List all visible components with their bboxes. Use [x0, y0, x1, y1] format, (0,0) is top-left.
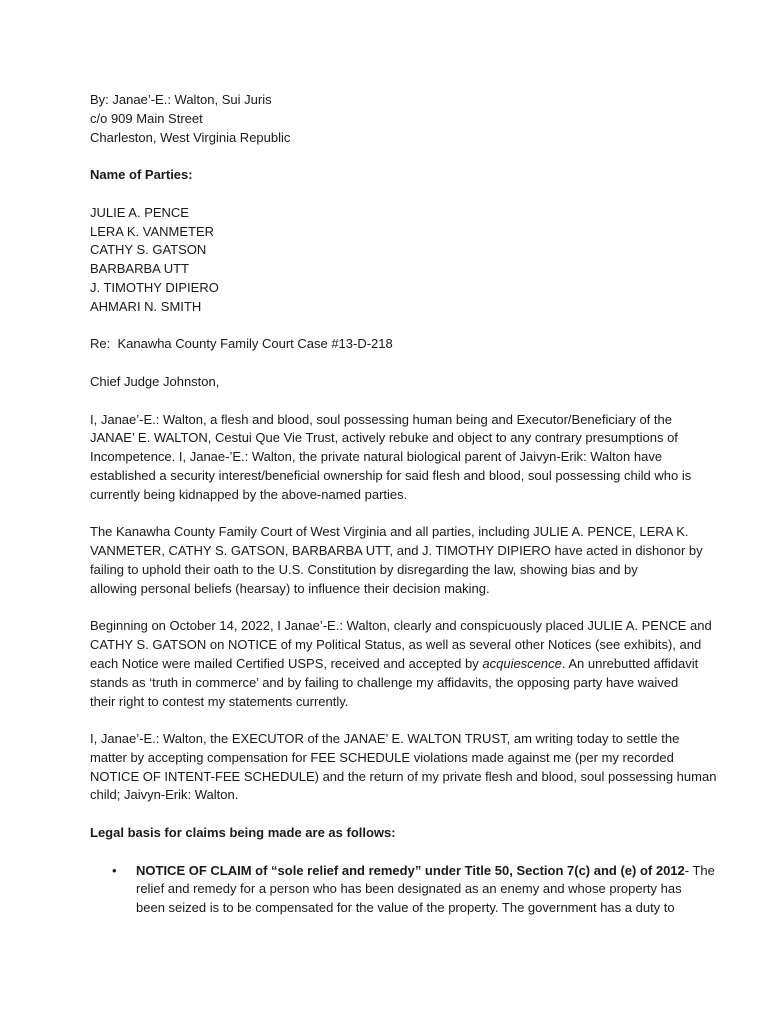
letter-body	[90, 91, 717, 918]
paragraph-line: child; Jaivyn-Erik: Walton.	[90, 787, 239, 803]
paragraph-line: allowing personal beliefs (hearsay) to influence their decision making.	[90, 580, 490, 596]
text-run: - The	[684, 862, 715, 878]
italic-term: acquiescence	[482, 655, 562, 671]
paragraph-line: NOTICE OF INTENT-FEE SCHEDULE) and the return of my private flesh and blood, soul possessing human	[90, 768, 717, 784]
claim-title: NOTICE OF CLAIM of “sole relief and remedy” under Title 50, Section 7(c) and (e) of 2012	[136, 862, 685, 878]
paragraph-line: Incompetence. I, Janae-’E.: Walton, the private natural biological parent of Jaivyn-Erik: Walton have	[90, 449, 663, 465]
paragraph-line: failing to uphold their oath to the U.S. Constitution by disregarding the law, showing bias and by	[90, 561, 638, 577]
text-run: each Notice were mailed Certified USPS, received and accepted by	[90, 655, 483, 671]
paragraph-2	[90, 523, 703, 598]
parties-heading-block	[90, 166, 688, 185]
paragraph-line: matter by accepting compensation for FEE SCHEDULE violations made against me (per my recorded	[90, 749, 674, 765]
paragraph-line: currently being kidnapped by the above-named parties.	[90, 486, 408, 502]
sender-name: By: Janae’-E.: Walton, Sui Juris	[90, 92, 272, 107]
party-name: BARBARBA UTT	[90, 261, 189, 277]
legal-basis-heading: Legal basis for claims being made are as follows:	[90, 825, 396, 841]
paragraph-line: JANAE’ E. WALTON, Cestui Que Vie Trust, actively rebuke and object to any contrary presumptions of	[90, 430, 678, 446]
paragraph-line: I, Janae’-E.: Walton, the EXECUTOR of the JANAE’ E. WALTON TRUST, am writing today to settle the	[90, 731, 680, 747]
party-name: AHMARI N. SMITH	[90, 298, 202, 314]
paragraph-line: CATHY S. GATSON on NOTICE of my Political Status, as well as several other Notices (see exhibits), and	[90, 637, 702, 653]
salutation-block	[90, 373, 688, 392]
paragraph-line: I, Janae’-E.: Walton, a flesh and blood, soul possessing human being and Executor/Beneficiary of the	[90, 411, 672, 427]
sender-block	[90, 91, 688, 147]
paragraph-3	[90, 617, 712, 711]
parties-list	[90, 204, 688, 317]
paragraph-1	[90, 411, 692, 505]
salutation: Chief Judge Johnston,	[90, 373, 220, 389]
bullet-line: relief and remedy for a person who has been designated as an enemy and whose property has	[136, 881, 682, 897]
paragraph-line: Beginning on October 14, 2022, I Janae’-E.: Walton, clearly and conspicuously placed JULIE A. PENCE and	[90, 618, 712, 634]
sender-address-line1: c/o 909 Main Street	[90, 110, 203, 126]
re-line-block	[90, 335, 688, 354]
party-name: JULIE A. PENCE	[90, 204, 189, 220]
text-run: . An unrebutted affidavit	[561, 655, 699, 671]
paragraph-line	[90, 655, 699, 674]
party-name: CATHY S. GATSON	[90, 242, 207, 258]
legal-basis-heading-block	[90, 824, 688, 843]
paragraph-line: their right to contest my statements currently.	[90, 693, 349, 709]
paragraph-line: VANMETER, CATHY S. GATSON, BARBARBA UTT, and J. TIMOTHY DIPIERO have acted in dishonor by	[90, 543, 703, 559]
sender-address-line2: Charleston, West Virginia Republic	[90, 129, 291, 145]
paragraph-line: The Kanawha County Family Court of West Virginia and all parties, including JULIE A. PENCE, LERA K.	[90, 524, 689, 540]
bullet-icon: •	[112, 862, 117, 878]
bullet-item	[90, 862, 715, 918]
paragraph-line: established a security interest/beneficial ownership for said flesh and blood, soul possessing child who is	[90, 467, 692, 483]
bullet-line: been seized is to be compensated for the value of the property. The government has a duty to	[136, 900, 675, 916]
paragraph-4	[90, 730, 717, 805]
case-reference: Re: Kanawha County Family Court Case #13-D-218	[90, 336, 393, 352]
parties-heading: Name of Parties:	[90, 167, 193, 183]
bullet-line	[136, 862, 715, 881]
party-name: LERA K. VANMETER	[90, 223, 215, 239]
paragraph-line: stands as ‘truth in commerce’ and by failing to challenge my affidavits, the opposing party have waived	[90, 674, 679, 690]
party-name: J. TIMOTHY DIPIERO	[90, 279, 219, 295]
